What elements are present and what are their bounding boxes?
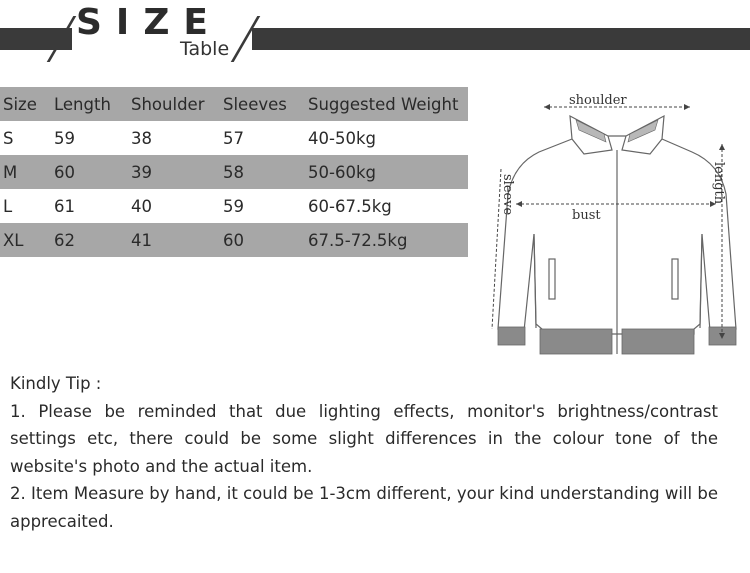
cell-shoulder: 40 [131,196,152,216]
header-size: Size [3,94,37,114]
cell-sleeves: 59 [223,196,244,216]
tip-item: 1. Please be reminded that due lighting effects, monitor's brightness/contrast settings etc, there could be some slight differences in the colour tone of the website's photo and the actual item. [10,401,718,476]
cell-weight: 40-50kg [308,128,376,148]
cell-size: M [3,162,18,182]
label-length: length [711,162,726,205]
header-bar-right [252,28,750,50]
cell-size: L [3,196,13,216]
header-sleeves: Sleeves [223,94,287,114]
tips-heading: Kindly Tip : [10,374,102,393]
cell-size: S [3,128,14,148]
table-row [0,223,468,257]
cell-length: 61 [54,196,75,216]
cell-size: XL [3,230,24,250]
tip-item: 2. Item Measure by hand, it could be 1-3cm different, your kind understanding will be apprecaited. [10,484,718,531]
page-title: SIZE [76,2,223,43]
cell-shoulder: 39 [131,162,152,182]
cell-length: 60 [54,162,75,182]
table-row [0,155,468,189]
jacket-diagram [484,84,750,364]
cell-sleeves: 58 [223,162,244,182]
cell-sleeves: 60 [223,230,244,250]
table-header-row [0,87,468,121]
size-table [0,87,468,257]
header-weight: Suggested Weight [308,94,459,114]
cell-weight: 60-67.5kg [308,196,392,216]
kindly-tips [10,370,718,535]
header-shoulder: Shoulder [131,94,205,114]
label-sleeve: sleeve [500,174,515,216]
cell-length: 59 [54,128,75,148]
table-row [0,189,468,223]
table-row [0,121,468,155]
cell-shoulder: 38 [131,128,152,148]
cell-shoulder: 41 [131,230,152,250]
cell-weight: 50-60kg [308,162,376,182]
header-length: Length [54,94,111,114]
label-bust: bust [572,208,601,223]
page-subtitle: Table [180,38,230,60]
cell-sleeves: 57 [223,128,244,148]
label-shoulder: shoulder [569,93,627,108]
cell-length: 62 [54,230,75,250]
cell-weight: 67.5-72.5kg [308,230,408,250]
